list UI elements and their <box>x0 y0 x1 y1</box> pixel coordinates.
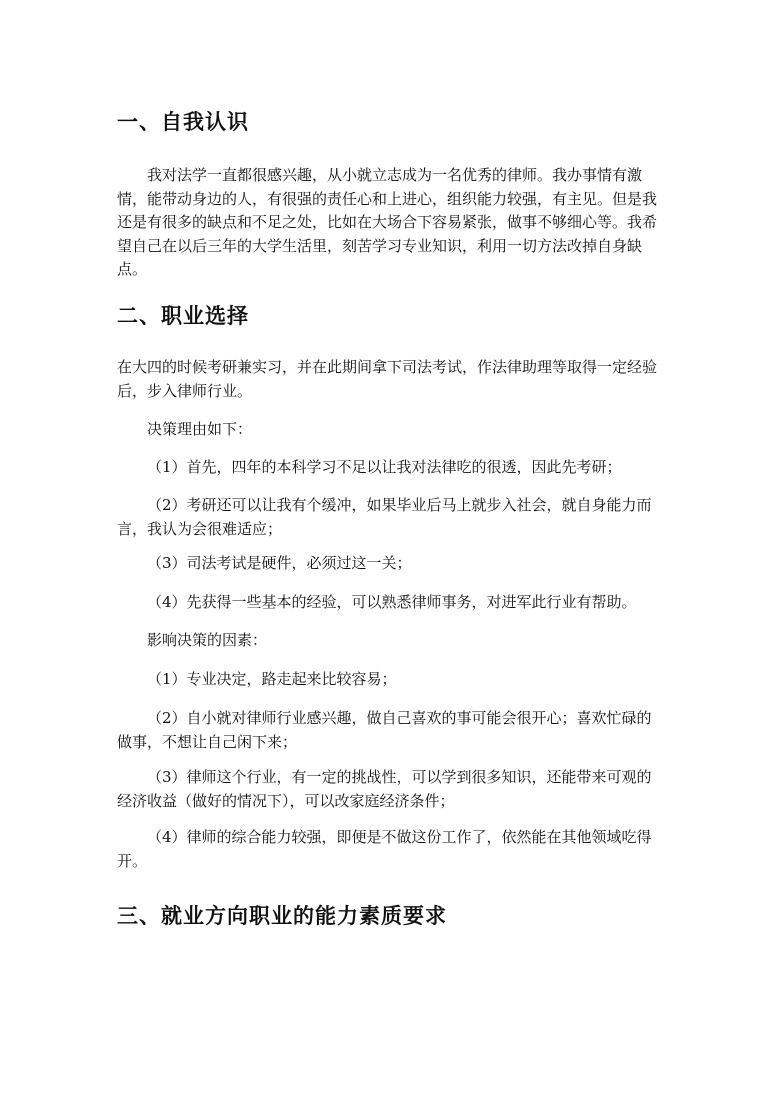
reasons-title: 决策理由如下： <box>147 420 253 438</box>
reason-item: （1）首先，四年的本科学习不足以让我对法律吃的很透，因此先考研； <box>147 458 622 476</box>
reason-item: （2）考研还可以让我有个缓冲，如果毕业后马上就步入社会，就自身能力而言，我认为会很难适应； <box>117 496 652 538</box>
reason-item: （3）司法考试是硬件，必须过这一关； <box>147 554 412 572</box>
section3-heading: 三、就业方向职业的能力素质要求 <box>117 904 447 928</box>
factors-title: 影响决策的因素： <box>147 631 268 649</box>
factor-item: （2）自小就对律师行业感兴趣，做自己喜欢的事可能会很开心；喜欢忙碌的做事，不想让自己闲下来； <box>117 709 652 751</box>
factor-item: （1）专业决定，路走起来比较容易； <box>147 670 397 688</box>
reason-item: （4）先获得一些基本的经验，可以熟悉律师事务，对进军此行业有帮助。 <box>147 593 637 611</box>
factor-item: （3）律师这个行业，有一定的挑战性，可以学到很多知识，还能带来可观的经济收益（做好的情况下），可以改家庭经济条件； <box>117 768 652 810</box>
career-choice-intro: 在大四的时候考研兼实习，并在此期间拿下司法考试，作法律助理等取得一定经验后，步入律师行业。 <box>117 358 658 400</box>
section2-heading: 二、职业选择 <box>117 304 249 328</box>
self-awareness-paragraph: 我对法学一直都很感兴趣，从小就立志成为一名优秀的律师。我办事情有激情，能带动身边的人，有很强的责任心和上进心，组织能力较强，有主见。但是我还是有很多的缺点和不足之处，比如在大场合下容易紧张，做事不够细心等。我希望自己在以后三年的大学生活里，刻苦学习专业知识，利用一切方法改掉自身缺点。 <box>117 166 658 278</box>
factor-item: （4）律师的综合能力较强，即便是不做这份工作了，依然能在其他领域吃得开。 <box>117 828 652 870</box>
section1-heading: 一、自我认识 <box>117 110 249 134</box>
